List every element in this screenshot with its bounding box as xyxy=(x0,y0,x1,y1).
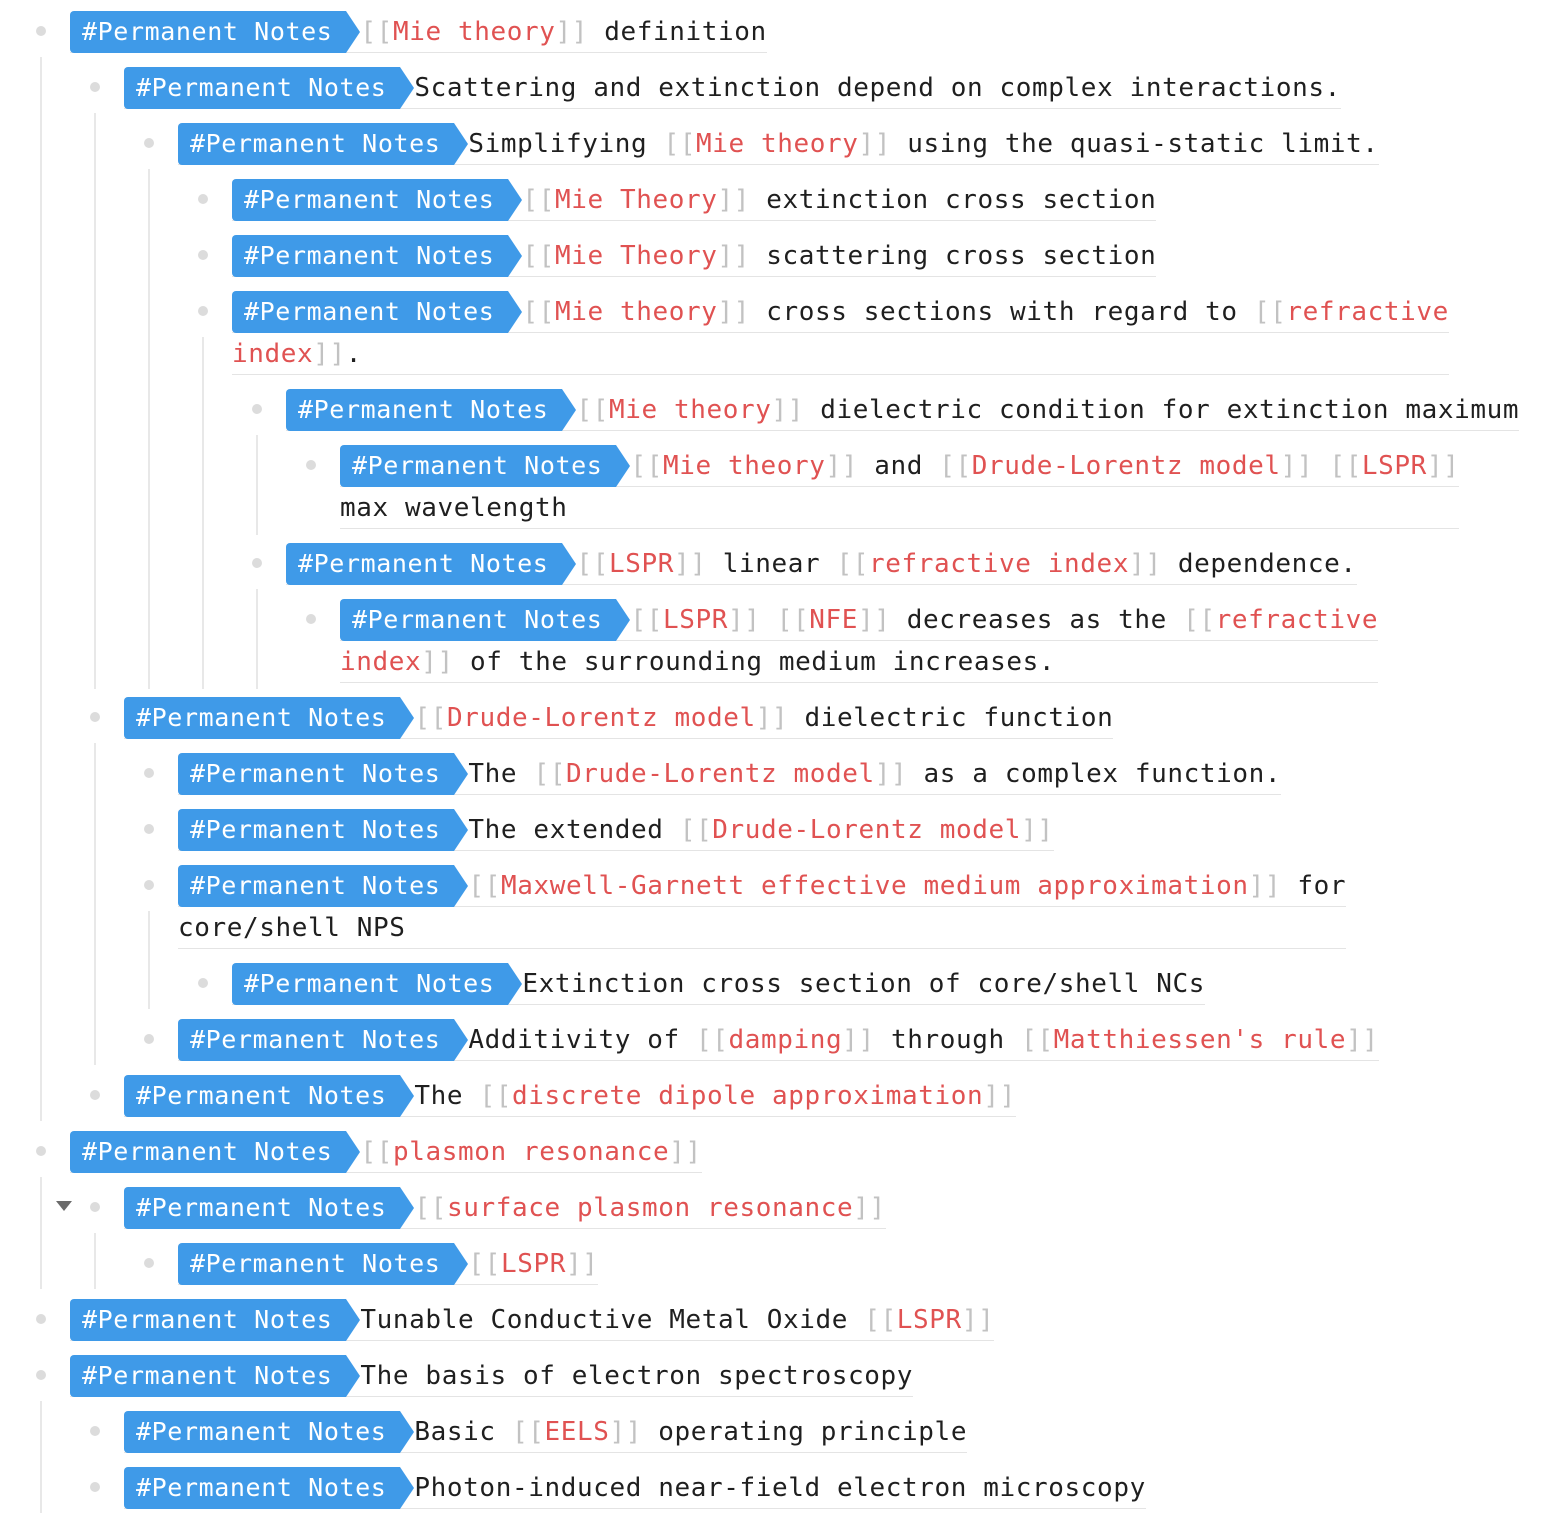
permanent-notes-tag[interactable]: #Permanent Notes xyxy=(124,67,400,109)
block-line xyxy=(70,1349,913,1397)
bullet-icon[interactable] xyxy=(90,82,100,92)
text-segment: . xyxy=(345,339,363,369)
page-link[interactable]: Mie Theory xyxy=(554,241,718,271)
permanent-notes-tag[interactable]: #Permanent Notes xyxy=(286,389,562,431)
page-link[interactable]: Drude-Lorentz model xyxy=(446,703,756,733)
link-bracket-close: ]] xyxy=(858,129,892,159)
indent-guide xyxy=(94,743,96,1065)
text-segment: through xyxy=(874,1025,1022,1055)
link-bracket-close: ]] xyxy=(842,1025,875,1055)
bullet-icon[interactable] xyxy=(198,306,208,316)
page-link[interactable]: discrete dipole approximation xyxy=(511,1081,984,1111)
block-content[interactable] xyxy=(286,537,1357,585)
text-segment: The xyxy=(414,1081,480,1111)
block-content[interactable] xyxy=(124,61,1341,109)
block-line xyxy=(70,5,767,53)
bullet-icon[interactable] xyxy=(144,880,154,890)
text-segment: using the quasi-static limit. xyxy=(891,129,1379,159)
bullet-icon[interactable] xyxy=(198,250,208,260)
block-line xyxy=(178,859,1346,907)
bullet-icon[interactable] xyxy=(90,712,100,722)
text-segment: scattering cross section xyxy=(750,241,1157,271)
link-bracket-open: [[ xyxy=(1183,605,1216,635)
block-line xyxy=(232,173,1156,221)
page-link[interactable]: Mie theory xyxy=(695,129,859,159)
link-bracket-close: ]] xyxy=(1280,451,1314,481)
link-bracket-close: ]] xyxy=(673,549,707,579)
permanent-notes-tag[interactable]: #Permanent Notes xyxy=(178,1019,454,1061)
permanent-notes-tag[interactable]: #Permanent Notes xyxy=(340,445,616,487)
block-content[interactable] xyxy=(70,5,767,53)
link-bracket-open: [[ xyxy=(630,451,663,481)
block-line xyxy=(124,1461,1146,1509)
page-link[interactable]: refractive xyxy=(1286,297,1449,327)
bullet-icon[interactable] xyxy=(252,558,262,568)
text-segment: dielectric function xyxy=(788,703,1114,733)
permanent-notes-tag[interactable]: #Permanent Notes xyxy=(340,599,616,641)
link-bracket-open: [[ xyxy=(1021,1025,1054,1055)
text-segment: linear xyxy=(706,549,837,579)
link-bracket-open: [[ xyxy=(836,549,870,579)
text-segment: Simplifying xyxy=(468,129,664,159)
text-segment: cross sections with regard to xyxy=(750,297,1254,327)
page-link[interactable]: index xyxy=(340,647,422,677)
text-segment: Basic xyxy=(414,1417,512,1447)
link-bracket-close: ]] xyxy=(555,17,588,47)
page-link[interactable]: LSPR xyxy=(662,605,728,635)
block-line xyxy=(340,641,1378,683)
link-bracket-close: ]] xyxy=(421,647,454,677)
link-bracket-open: [[ xyxy=(360,1137,393,1167)
text-segment: The basis of electron spectroscopy xyxy=(360,1361,914,1391)
page-link[interactable]: Maxwell-Garnett effective medium approximation xyxy=(500,871,1249,901)
page-link[interactable]: Drude-Lorentz model xyxy=(971,451,1281,481)
link-bracket-open: [[ xyxy=(1253,297,1287,327)
block-content[interactable] xyxy=(124,1405,967,1453)
link-bracket-open: [[ xyxy=(576,549,609,579)
link-bracket-close: ]] xyxy=(853,1193,886,1223)
link-bracket-open: [[ xyxy=(360,17,393,47)
block-line xyxy=(178,1013,1379,1061)
permanent-notes-tag[interactable]: #Permanent Notes xyxy=(70,11,346,53)
page-link[interactable]: LSPR xyxy=(896,1305,962,1335)
text-segment: extinction cross section xyxy=(750,185,1157,215)
link-bracket-close: ]] xyxy=(565,1249,599,1279)
bullet-icon[interactable] xyxy=(36,26,46,36)
link-bracket-close: ]] xyxy=(825,451,858,481)
block-line xyxy=(232,229,1156,277)
block-line xyxy=(340,487,1459,529)
link-bracket-close: ]] xyxy=(1248,871,1282,901)
bullet-icon[interactable] xyxy=(252,404,262,414)
link-bracket-close: ]] xyxy=(313,339,346,369)
indent-guide xyxy=(256,589,258,689)
page-link[interactable]: Mie Theory xyxy=(554,185,718,215)
bullet-icon[interactable] xyxy=(306,614,316,624)
permanent-notes-tag[interactable]: #Permanent Notes xyxy=(124,1075,400,1117)
link-bracket-close: ]] xyxy=(717,241,750,271)
block-line xyxy=(340,439,1459,487)
page-link[interactable]: LSPR xyxy=(500,1249,566,1279)
block-content[interactable] xyxy=(232,229,1156,277)
bullet-icon[interactable] xyxy=(90,1090,100,1100)
text-segment: Scattering and extinction depend on complex interactions. xyxy=(414,73,1341,103)
link-bracket-open: [[ xyxy=(468,871,501,901)
block-content[interactable] xyxy=(178,1237,598,1285)
permanent-notes-tag[interactable]: #Permanent Notes xyxy=(70,1299,346,1341)
indent-guide xyxy=(40,1401,42,1513)
permanent-notes-tag[interactable]: #Permanent Notes xyxy=(70,1355,346,1397)
permanent-notes-tag[interactable]: #Permanent Notes xyxy=(70,1131,346,1173)
bullet-icon[interactable] xyxy=(144,768,154,778)
block-content[interactable] xyxy=(124,1069,1016,1117)
link-bracket-open: [[ xyxy=(522,297,555,327)
page-link[interactable]: NFE xyxy=(809,605,859,635)
text-segment: definition xyxy=(588,17,767,47)
block-line xyxy=(124,1069,1016,1117)
page-link[interactable]: Mie theory xyxy=(608,395,772,425)
block-line xyxy=(124,691,1113,739)
page-link[interactable]: Mie theory xyxy=(662,451,826,481)
block-line xyxy=(178,117,1379,165)
permanent-notes-tag[interactable]: #Permanent Notes xyxy=(178,809,454,851)
page-link[interactable]: Mie theory xyxy=(554,297,718,327)
page-link[interactable]: LSPR xyxy=(608,549,674,579)
page-link[interactable]: EELS xyxy=(544,1417,610,1447)
block-line xyxy=(124,61,1341,109)
block-line xyxy=(232,285,1449,333)
bullet-icon[interactable] xyxy=(306,460,316,470)
link-bracket-close: ]] xyxy=(717,297,750,327)
bullet-icon[interactable] xyxy=(90,1202,100,1212)
block-content[interactable] xyxy=(178,859,1346,949)
block-content[interactable] xyxy=(70,1293,994,1341)
indent-guide xyxy=(40,57,42,1121)
link-bracket-open: [[ xyxy=(533,759,566,789)
link-bracket-close: ]] xyxy=(669,1137,702,1167)
indent-guide xyxy=(148,911,150,1009)
link-bracket-open: [[ xyxy=(522,185,555,215)
text-segment: max wavelength xyxy=(340,493,568,523)
link-bracket-close: ]] xyxy=(858,605,891,635)
text-segment: as a complex function. xyxy=(907,759,1282,789)
link-bracket-open: [[ xyxy=(479,1081,512,1111)
block-content[interactable] xyxy=(232,957,1205,1005)
page-link[interactable]: refractive xyxy=(1215,605,1379,635)
indent-guide xyxy=(148,169,150,689)
text-segment: Tunable Conductive Metal Oxide xyxy=(360,1305,865,1335)
block-line xyxy=(70,1293,994,1341)
text-segment: Additivity of xyxy=(468,1025,696,1055)
link-bracket-open: [[ xyxy=(1329,451,1362,481)
permanent-notes-tag[interactable]: #Permanent Notes xyxy=(286,543,562,585)
link-bracket-close: ]] xyxy=(771,395,804,425)
link-bracket-close: ]] xyxy=(1021,815,1054,845)
block-content[interactable] xyxy=(178,803,1054,851)
link-bracket-open: [[ xyxy=(630,605,663,635)
bullet-icon[interactable] xyxy=(144,138,154,148)
link-bracket-close: ]] xyxy=(874,759,908,789)
bullet-icon[interactable] xyxy=(198,194,208,204)
text-segment xyxy=(1313,451,1329,481)
text-segment: core/shell NPS xyxy=(178,913,406,943)
text-segment: decreases as the xyxy=(890,605,1184,635)
text-segment: for xyxy=(1281,871,1347,901)
text-segment: Photon-induced near-field electron microscopy xyxy=(414,1473,1146,1503)
link-bracket-close: ]] xyxy=(727,605,761,635)
bullet-icon[interactable] xyxy=(90,1426,100,1436)
link-bracket-close: ]] xyxy=(755,703,789,733)
block-content[interactable] xyxy=(124,691,1113,739)
block-content[interactable] xyxy=(232,285,1449,375)
link-bracket-close: ]] xyxy=(961,1305,995,1335)
indent-guide xyxy=(94,1233,96,1289)
bullet-icon[interactable] xyxy=(36,1370,46,1380)
text-segment: dielectric condition for extinction maximum xyxy=(804,395,1520,425)
page-link[interactable]: index xyxy=(232,339,314,369)
block-line xyxy=(232,333,1449,375)
bullet-icon[interactable] xyxy=(198,978,208,988)
block-line xyxy=(124,1405,967,1453)
bullet-icon[interactable] xyxy=(90,1482,100,1492)
text-segment: The xyxy=(468,759,534,789)
link-bracket-open: [[ xyxy=(663,129,696,159)
indent-guide xyxy=(94,113,96,689)
indent-guide xyxy=(256,435,258,535)
link-bracket-close: ]] xyxy=(1129,549,1162,579)
link-bracket-close: ]] xyxy=(1426,451,1460,481)
link-bracket-close: ]] xyxy=(1346,1025,1379,1055)
page-link[interactable]: Matthiessen's rule xyxy=(1053,1025,1347,1055)
block-line xyxy=(70,1125,702,1173)
text-segment: Extinction cross section of core/shell NCs xyxy=(522,969,1206,999)
block-line xyxy=(232,957,1205,1005)
block-content[interactable] xyxy=(70,1349,913,1397)
link-bracket-open: [[ xyxy=(695,1025,729,1055)
text-segment: and xyxy=(858,451,940,481)
permanent-notes-tag[interactable]: #Permanent Notes xyxy=(124,1467,400,1509)
page-link[interactable]: Drude-Lorentz model xyxy=(712,815,1022,845)
collapse-caret-icon[interactable] xyxy=(56,1201,72,1211)
block-content[interactable] xyxy=(70,1125,702,1173)
permanent-notes-tag[interactable]: #Permanent Notes xyxy=(232,235,508,277)
block-content[interactable] xyxy=(124,1461,1146,1509)
link-bracket-open: [[ xyxy=(776,605,810,635)
block-line xyxy=(286,383,1519,431)
page-link[interactable]: plasmon resonance xyxy=(392,1137,670,1167)
block-content[interactable] xyxy=(232,173,1156,221)
text-segment: dependence. xyxy=(1161,549,1357,579)
link-bracket-open: [[ xyxy=(468,1249,501,1279)
block-line xyxy=(286,537,1357,585)
page-link[interactable]: damping xyxy=(728,1025,843,1055)
block-content[interactable] xyxy=(286,383,1519,431)
permanent-notes-tag[interactable]: #Permanent Notes xyxy=(178,753,454,795)
link-bracket-close: ]] xyxy=(983,1081,1016,1111)
permanent-notes-tag[interactable]: #Permanent Notes xyxy=(124,1411,400,1453)
block-content[interactable] xyxy=(340,439,1459,529)
bullet-icon[interactable] xyxy=(144,1258,154,1268)
link-bracket-open: [[ xyxy=(414,703,447,733)
page-link[interactable]: Drude-Lorentz model xyxy=(565,759,875,789)
permanent-notes-tag[interactable]: #Permanent Notes xyxy=(178,123,454,165)
link-bracket-close: ]] xyxy=(717,185,750,215)
page-link[interactable]: surface plasmon resonance xyxy=(446,1193,854,1223)
bullet-icon[interactable] xyxy=(144,824,154,834)
indent-guide xyxy=(202,337,204,689)
link-bracket-open: [[ xyxy=(679,815,713,845)
block-content[interactable] xyxy=(124,1181,886,1229)
text-segment: operating principle xyxy=(642,1417,968,1447)
text-segment: The extended xyxy=(468,815,680,845)
bullet-icon[interactable] xyxy=(36,1146,46,1156)
permanent-notes-tag[interactable]: #Permanent Notes xyxy=(178,1243,454,1285)
link-bracket-open: [[ xyxy=(522,241,555,271)
link-bracket-open: [[ xyxy=(864,1305,897,1335)
permanent-notes-tag[interactable]: #Permanent Notes xyxy=(232,291,508,333)
text-segment: of the surrounding medium increases. xyxy=(453,647,1056,677)
page-link[interactable]: Mie theory xyxy=(392,17,556,47)
page-link[interactable]: refractive index xyxy=(869,549,1130,579)
block-content[interactable] xyxy=(340,593,1378,683)
block-line xyxy=(178,803,1054,851)
block-line xyxy=(124,1181,886,1229)
indent-guide xyxy=(40,1177,42,1289)
link-bracket-close: ]] xyxy=(609,1417,642,1447)
link-bracket-open: [[ xyxy=(576,395,609,425)
link-bracket-open: [[ xyxy=(939,451,972,481)
permanent-notes-tag[interactable]: #Permanent Notes xyxy=(178,865,454,907)
block-line xyxy=(178,747,1281,795)
block-line xyxy=(178,1237,598,1285)
permanent-notes-tag[interactable]: #Permanent Notes xyxy=(124,1187,400,1229)
page-link[interactable]: LSPR xyxy=(1361,451,1427,481)
link-bracket-open: [[ xyxy=(511,1417,545,1447)
permanent-notes-tag[interactable]: #Permanent Notes xyxy=(232,179,508,221)
block-content[interactable] xyxy=(178,747,1281,795)
permanent-notes-tag[interactable]: #Permanent Notes xyxy=(124,697,400,739)
link-bracket-open: [[ xyxy=(414,1193,447,1223)
text-segment xyxy=(760,605,776,635)
permanent-notes-tag[interactable]: #Permanent Notes xyxy=(232,963,508,1005)
block-content[interactable] xyxy=(178,117,1379,165)
bullet-icon[interactable] xyxy=(144,1034,154,1044)
block-line xyxy=(340,593,1378,641)
block-content[interactable] xyxy=(178,1013,1379,1061)
block-line xyxy=(178,907,1346,949)
bullet-icon[interactable] xyxy=(36,1314,46,1324)
